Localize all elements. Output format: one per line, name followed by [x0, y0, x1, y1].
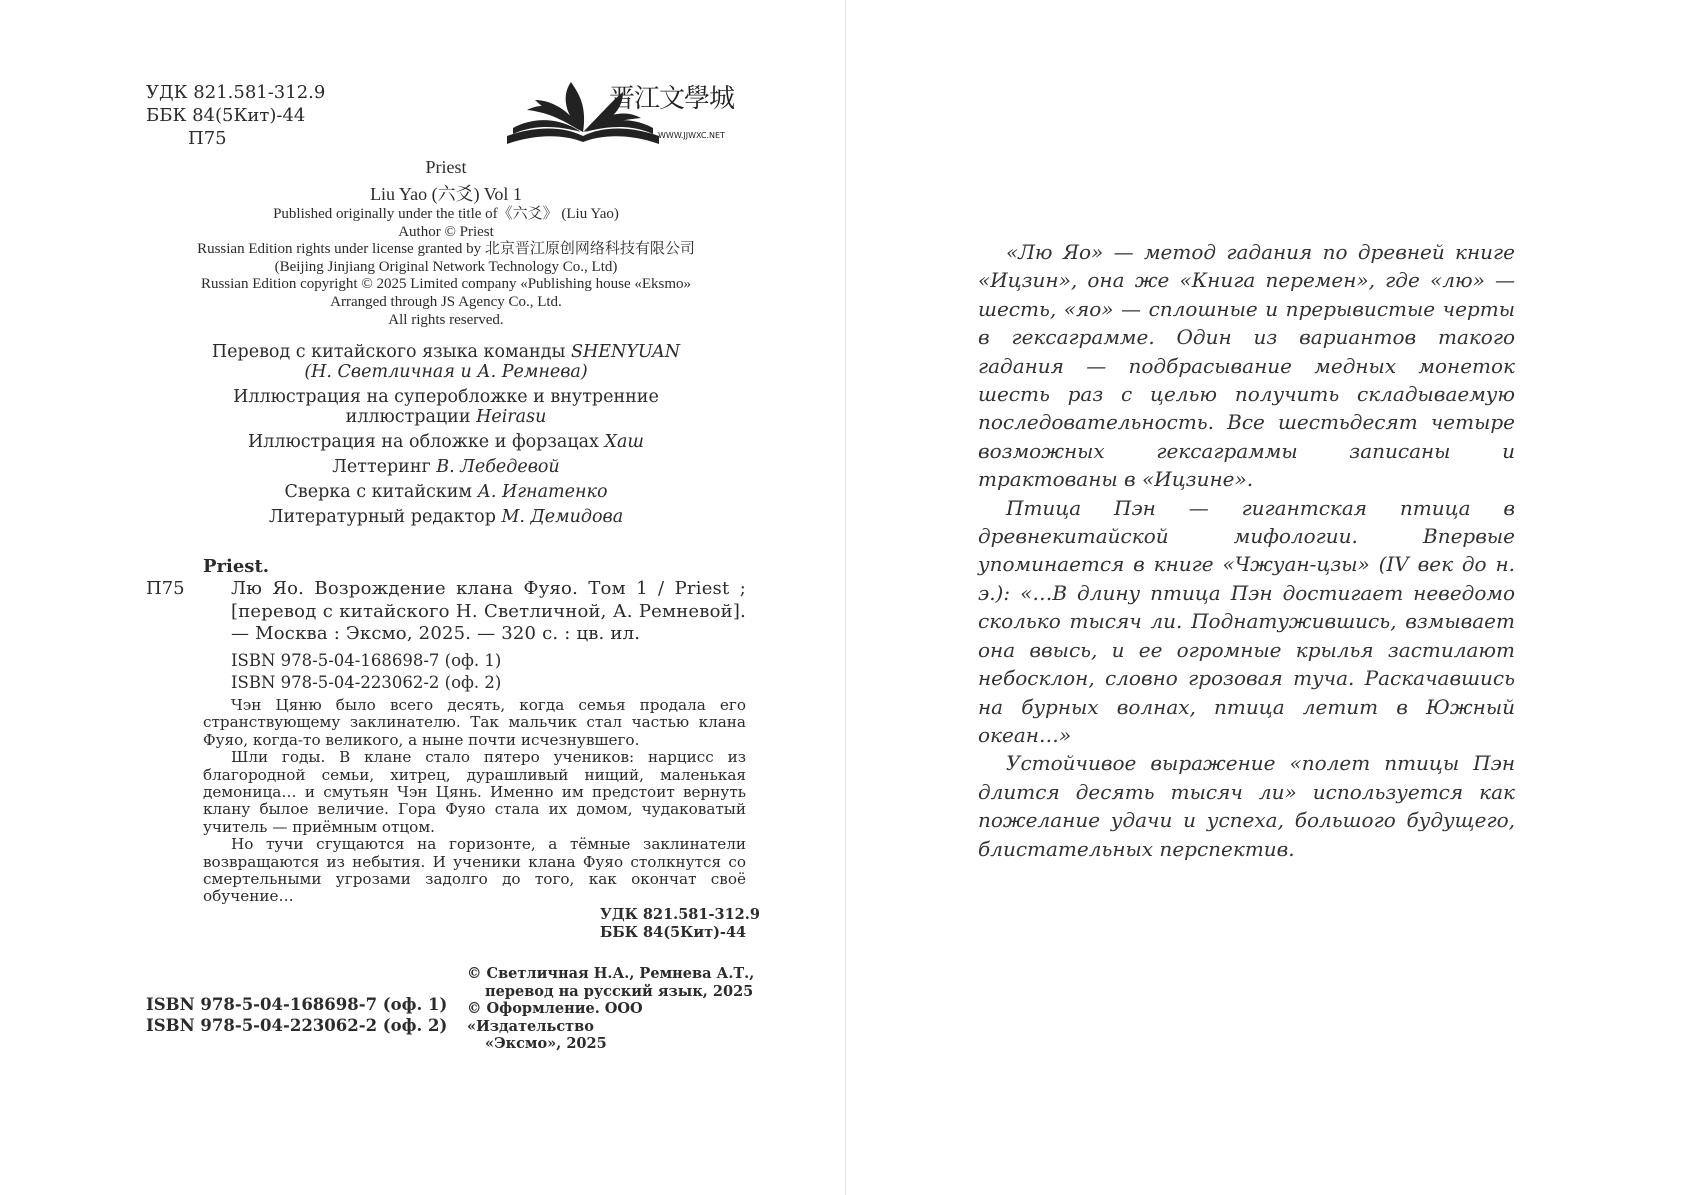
illustration-artist: Heirasu — [476, 407, 547, 427]
cover-label: Иллюстрация на обложке и форзацах — [248, 432, 599, 452]
catalog-author-heading: Priest. — [203, 556, 270, 577]
editor-label: Литературный редактор — [268, 507, 496, 527]
annotation-paragraph: Но тучи сгущаются на горизонте, а тёмные заклинатели возвращаются из небытия. И ученики клана Фуяо столкнутся со смертельными угрозами задолго до того, как окончат своё обучение… — [203, 835, 746, 906]
rights-line: Russian Edition copyright © 2025 Limited company «Publishing house «Eksmo» — [200, 276, 692, 293]
catalog-bbk: ББК 84(5Кит)-44 — [600, 924, 747, 941]
isbn-footer — [146, 994, 447, 1036]
translation-label: Перевод с китайского языка команды — [211, 342, 566, 362]
rights-line: Arranged through JS Agency Co., Ltd. — [330, 293, 562, 310]
lettering-credit — [146, 457, 746, 477]
original-author: Priest — [425, 157, 467, 177]
translators: (Н. Светличная и А. Ремнева) — [304, 362, 588, 382]
annotation-paragraph: Чэн Цяню было всего десять, когда семья продала его странствующему заклинателю. Так мальчик стал частью клана Фуяо, когда-то великого, а ныне почти исчезнувшего. — [203, 696, 746, 749]
copyright-block — [467, 965, 757, 1053]
catalog-isbn-list — [231, 650, 501, 694]
catalog-udk: УДК 821.581-312.9 — [600, 906, 760, 923]
catalog-isbn: ISBN 978-5-04-223062-2 (оф. 2) — [231, 673, 502, 692]
original-title: Liu Yao (六爻) Vol 1 — [370, 184, 522, 204]
illustration-label: иллюстрации — [345, 407, 471, 427]
glossary-text — [978, 238, 1515, 863]
rights-line: All rights reserved. — [388, 311, 504, 328]
translation-credit — [146, 342, 746, 382]
page-gutter — [845, 0, 846, 1195]
catalog-author-sign: П75 — [146, 578, 185, 599]
lettering-artist: В. Лебедевой — [436, 457, 560, 477]
annotation-paragraph: Шли годы. В клане стало пятеро учеников: нарцисс из благородной семьи, хитрец, дурашливый нищий, маленькая демоница… и смутьян Чэн Цянь. Именно им предстоит вернуть клану былое величие. Гора Фуяо стала их домом, чудаковатый учитель — приёмным отцом. — [203, 748, 746, 836]
check-person: А. Игнатенко — [477, 482, 608, 502]
udk-code: УДК 821.581-312.9 — [146, 82, 326, 103]
rights-line: (Beijing Jinjiang Original Network Technology Co., Ltd) — [274, 258, 618, 275]
check-credit — [146, 482, 746, 502]
lettering-label: Леттеринг — [332, 457, 431, 477]
copyright-design: © Оформление. ООО «Издательство — [467, 1000, 643, 1035]
rights-line: Published originally under the title of《六爻》 (Liu Yao) — [273, 206, 619, 222]
editor-name: М. Демидова — [501, 507, 624, 527]
cover-credit — [146, 432, 746, 452]
catalog-classification — [600, 906, 760, 942]
logo-chinese-text: 晋江文學城 — [609, 84, 735, 114]
jjwxc-logo — [505, 78, 750, 150]
catalog-isbn: ISBN 978-5-04-168698-7 (оф. 1) — [231, 651, 502, 670]
glossary-paragraph: Птица Пэн — гигантская птица в древнекитайской мифологии. Впервые упоминается в книге «Чжуан-цзы» (IV век до н. э.): «…В длину птица Пэн достигает неведомо сколько тысяч ли. Поднатужившись, взмывает она ввысь, и ее огромные крылья застилают небосклон, словно грозовая туча. Раскачавшись на бурных волнах, птица летит в Южный океан…» — [978, 495, 1515, 747]
glossary-paragraph: Устойчивое выражение «полет птицы Пэн длится десять тысяч ли» используется как пожелание удачи и успеха, большого будущего, блистательных перспектив. — [978, 751, 1515, 861]
copyright-translation-2: перевод на русский язык, 2025 — [485, 982, 754, 1000]
author-sign: П75 — [188, 128, 227, 149]
check-label: Сверка с китайским — [284, 482, 472, 502]
translation-team: SHENYUAN — [571, 342, 681, 362]
logo-url-text: WWW.JJWXC.NET — [658, 131, 725, 140]
isbn-line: ISBN 978-5-04-168698-7 (оф. 1) — [146, 995, 448, 1014]
rights-line: Author © Priest — [398, 223, 494, 240]
isbn-line: ISBN 978-5-04-223062-2 (оф. 2) — [146, 1016, 448, 1035]
rights-line: Russian Edition rights under license granted by 北京晋江原创网络科技有限公司 — [197, 241, 695, 258]
rights-block — [146, 206, 746, 329]
editor-credit — [146, 507, 746, 527]
copyright-translation: © Светличная Н.А., Ремнева А.Т., — [467, 965, 755, 982]
annotation — [203, 697, 746, 906]
illustration-credit — [146, 387, 746, 427]
copyright-design-2: «Эксмо», 2025 — [485, 1035, 607, 1052]
bbk-code: ББК 84(5Кит)-44 — [146, 105, 306, 126]
illustration-line1: Иллюстрация на суперобложке и внутренние — [233, 387, 659, 407]
catalog-description: Лю Яо. Возрождение клана Фуяо. Том 1 / Priest ; [перевод с китайского Н. Светличной, А. Ремневой]. — Москва : Эксмо, 2025. — 320 с. : цв. ил. — [231, 578, 746, 644]
classification-block — [146, 81, 325, 150]
glossary-paragraph: «Лю Яо» — метод гадания по древней книге «Ицзин», она же «Книга перемен», где «лю» — шесть, «яо» — сплошные и прерывистые черты в гексаграмме. Один из вариантов такого гадания — подбрасывание медных монеток шесть раз с целью получить складываемую последовательность. Все шестьдесят четыре возможных гексаграммы записаны и трактованы в «Ицзине». — [978, 240, 1515, 492]
cover-artist: Хаш — [604, 432, 644, 452]
